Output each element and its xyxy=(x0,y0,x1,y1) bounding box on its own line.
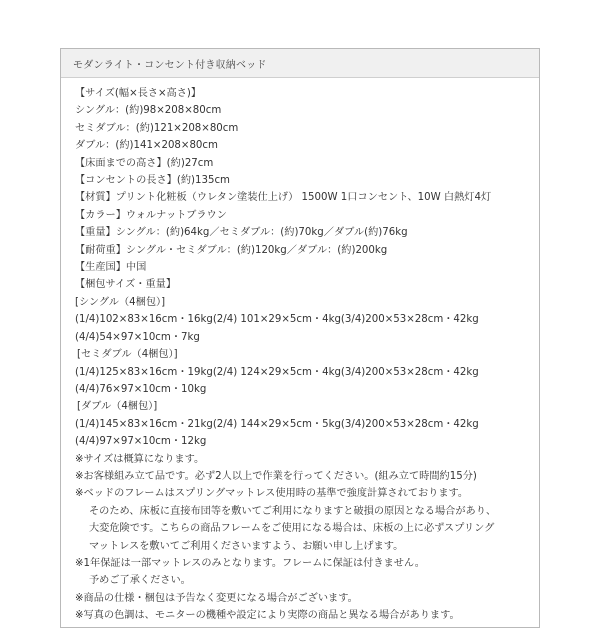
panel-title: モダンライト・コンセント付き収納ベッド xyxy=(73,59,267,71)
spec-line: 【床面までの高さ】(約)27cm xyxy=(75,157,214,169)
panel-header xyxy=(61,49,539,78)
spec-line: [シングル（4梱包）] xyxy=(75,296,166,308)
spec-line: 【カラー】ウォルナットブラウン xyxy=(75,209,227,221)
spec-line: ※1年保証は一部マットレスのみとなります。フレームに保証は付きません。 xyxy=(75,557,425,569)
spec-line: [セミダブル（4梱包）] xyxy=(77,349,178,361)
spec-line: (4/4)97×97×10cm・12kg xyxy=(75,436,207,448)
spec-panel xyxy=(60,48,540,628)
spec-line: (1/4)125×83×16cm・19kg(2/4) 124×29×5cm・4kg(3/4)200×53×28cm・42kg xyxy=(75,366,479,378)
spec-line: セミダブル：(約)121×208×80cm xyxy=(75,122,239,134)
spec-line: 予めご了承ください。 xyxy=(89,575,191,587)
spec-line: (1/4)145×83×16cm・21kg(2/4) 144×29×5cm・5kg(3/4)200×53×28cm・42kg xyxy=(75,418,479,430)
spec-line: [ダブル（4梱包）] xyxy=(77,401,158,413)
spec-line: ダブル：(約)141×208×80cm xyxy=(75,140,218,152)
spec-line: 【サイズ(幅×長さ×高さ)】 xyxy=(75,88,202,99)
spec-line: 大変危険です。こちらの商品フレームをご使用になる場合は、床板の上に必ずスプリング xyxy=(89,523,495,535)
spec-line: そのため、床板に直接布団等を敷いてご利用になりますと破損の原因となる場合があり、 xyxy=(89,505,497,517)
spec-line: ※写真の色調は、モニターの機種や設定により実際の商品と異なる場合があります。 xyxy=(75,610,460,622)
spec-line: シングル：(約)98×208×80cm xyxy=(75,105,222,117)
spec-line: 【生産国】中国 xyxy=(75,262,147,274)
spec-line: 【コンセントの長さ】(約)135cm xyxy=(75,175,230,187)
spec-line: 【梱包サイズ・重量】 xyxy=(75,279,177,291)
spec-line: (4/4)76×97×10cm・10kg xyxy=(75,383,207,395)
spec-line: マットレスを敷いてご利用くださいますよう、お願い申し上げます。 xyxy=(89,540,404,552)
spec-line: 【重量】シングル：(約)64kg／セミダブル：(約)70kg／ダブル(約)76kg xyxy=(75,227,408,239)
spec-line: 【材質】プリント化粧板（ウレタン塗装仕上げ） 1500W 1口コンセント、10W 白熱灯4灯 xyxy=(75,192,492,204)
spec-line: (4/4)54×97×10cm・7kg xyxy=(75,331,200,343)
spec-line: ※商品の仕様・梱包は予告なく変更になる場合がございます。 xyxy=(75,592,358,604)
spec-line: (1/4)102×83×16cm・16kg(2/4) 101×29×5cm・4kg(3/4)200×53×28cm・42kg xyxy=(75,314,479,326)
spec-line: 【耐荷重】シングル・セミダブル：(約)120kg／ダブル：(約)200kg xyxy=(75,244,388,256)
spec-line: ※サイズは概算になります。 xyxy=(75,453,205,465)
spec-list xyxy=(61,78,539,625)
spec-line: ※お客様組み立て品です。必ず2人以上で作業を行ってください。(組み立て時間約15分) xyxy=(75,470,477,482)
spec-line: ※ベッドのフレームはスプリングマットレス使用時の基準で強度計算されております。 xyxy=(75,488,469,500)
